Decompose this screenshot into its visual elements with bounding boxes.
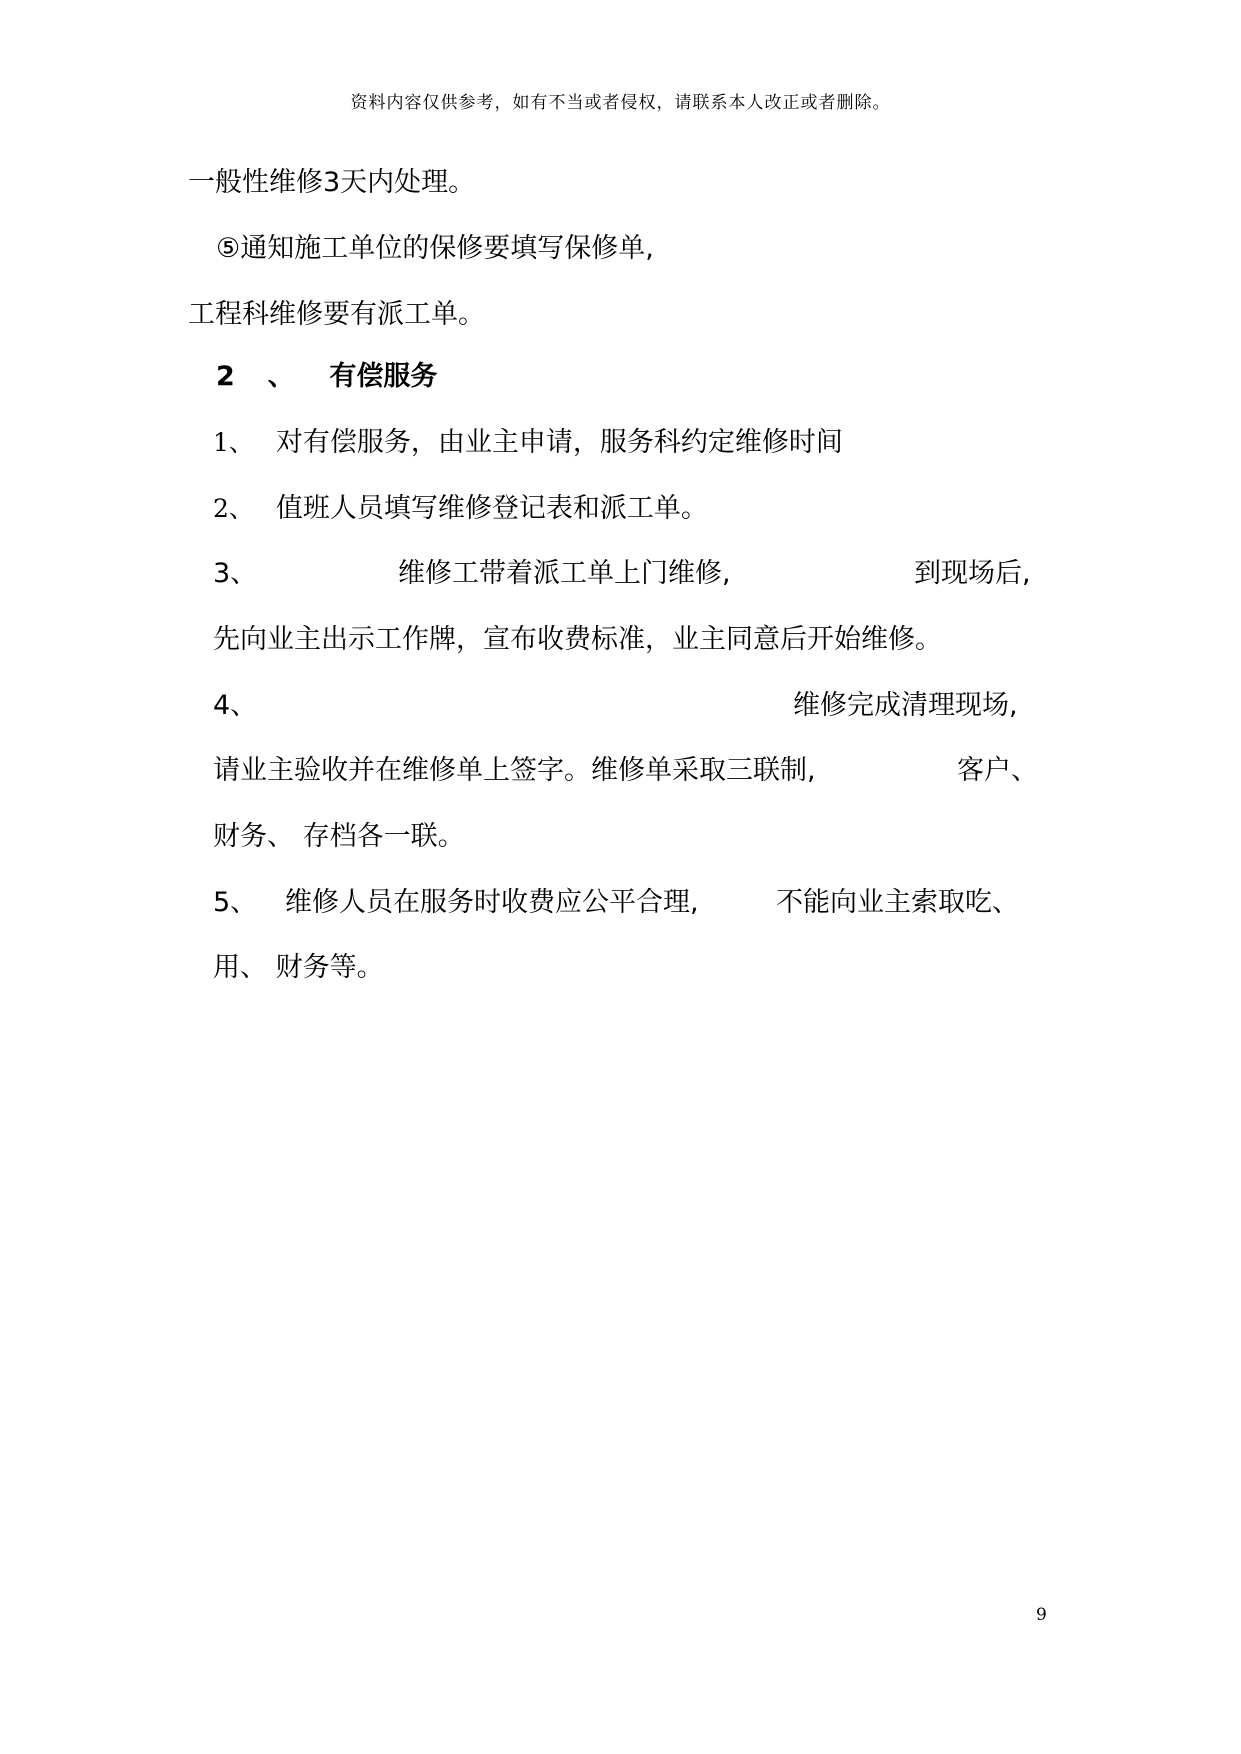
list-item-text: 值班人员填写维修登记表和派工单。	[275, 493, 708, 524]
list-item-4-continuation-a: 请业主验收并在维修单上签字。维修单采取三联制,	[213, 755, 816, 786]
list-item-number: 1、	[213, 428, 254, 457]
list-item-4-number: 4、	[213, 690, 258, 721]
list-item-5-text-a: 维修人员在服务时收费应公平合理,	[285, 887, 699, 918]
section-number: 2	[216, 361, 235, 392]
section-title: 有偿服务	[329, 361, 438, 392]
body-line-notify-contractor: ⑤通知施工单位的保修要填写保修单,	[216, 233, 654, 264]
list-item-4-continuation-2: 财务、 存档各一联。	[213, 821, 465, 852]
page-number: 9	[1036, 1605, 1047, 1625]
list-item-4-continuation-b: 客户、	[957, 755, 1038, 786]
body-line-engineering-dispatch: 工程科维修要有派工单。	[188, 299, 485, 330]
section-separator: 、	[267, 361, 295, 392]
list-item-3-text-b: 到现场后,	[914, 558, 1031, 589]
list-item-1	[213, 426, 843, 460]
list-item-number: 2、	[213, 494, 254, 523]
section-heading-paid-service	[216, 360, 437, 394]
list-item-4-text: 维修完成清理现场,	[793, 690, 1018, 721]
list-item-5-number: 5、	[213, 887, 258, 918]
body-line-general-repair: 一般性维修3天内处理。	[188, 167, 476, 198]
list-item-3-continuation: 先向业主出示工作牌，宣布收费标准，业主同意后开始维修。	[213, 624, 942, 655]
list-item-3-text-a: 维修工带着派工单上门维修,	[398, 558, 731, 589]
list-item-3-number: 3、	[213, 558, 258, 589]
list-item-2	[213, 492, 708, 526]
list-item-5-text-b: 不能向业主索取吃、	[776, 887, 1019, 918]
disclaimer-header: 资料内容仅供参考，如有不当或者侵权，请联系本人改正或者删除。	[350, 93, 891, 113]
list-item-5-continuation: 用、 财务等。	[213, 952, 384, 983]
list-item-text: 对有偿服务，由业主申请，服务科约定维修时间	[275, 427, 843, 458]
